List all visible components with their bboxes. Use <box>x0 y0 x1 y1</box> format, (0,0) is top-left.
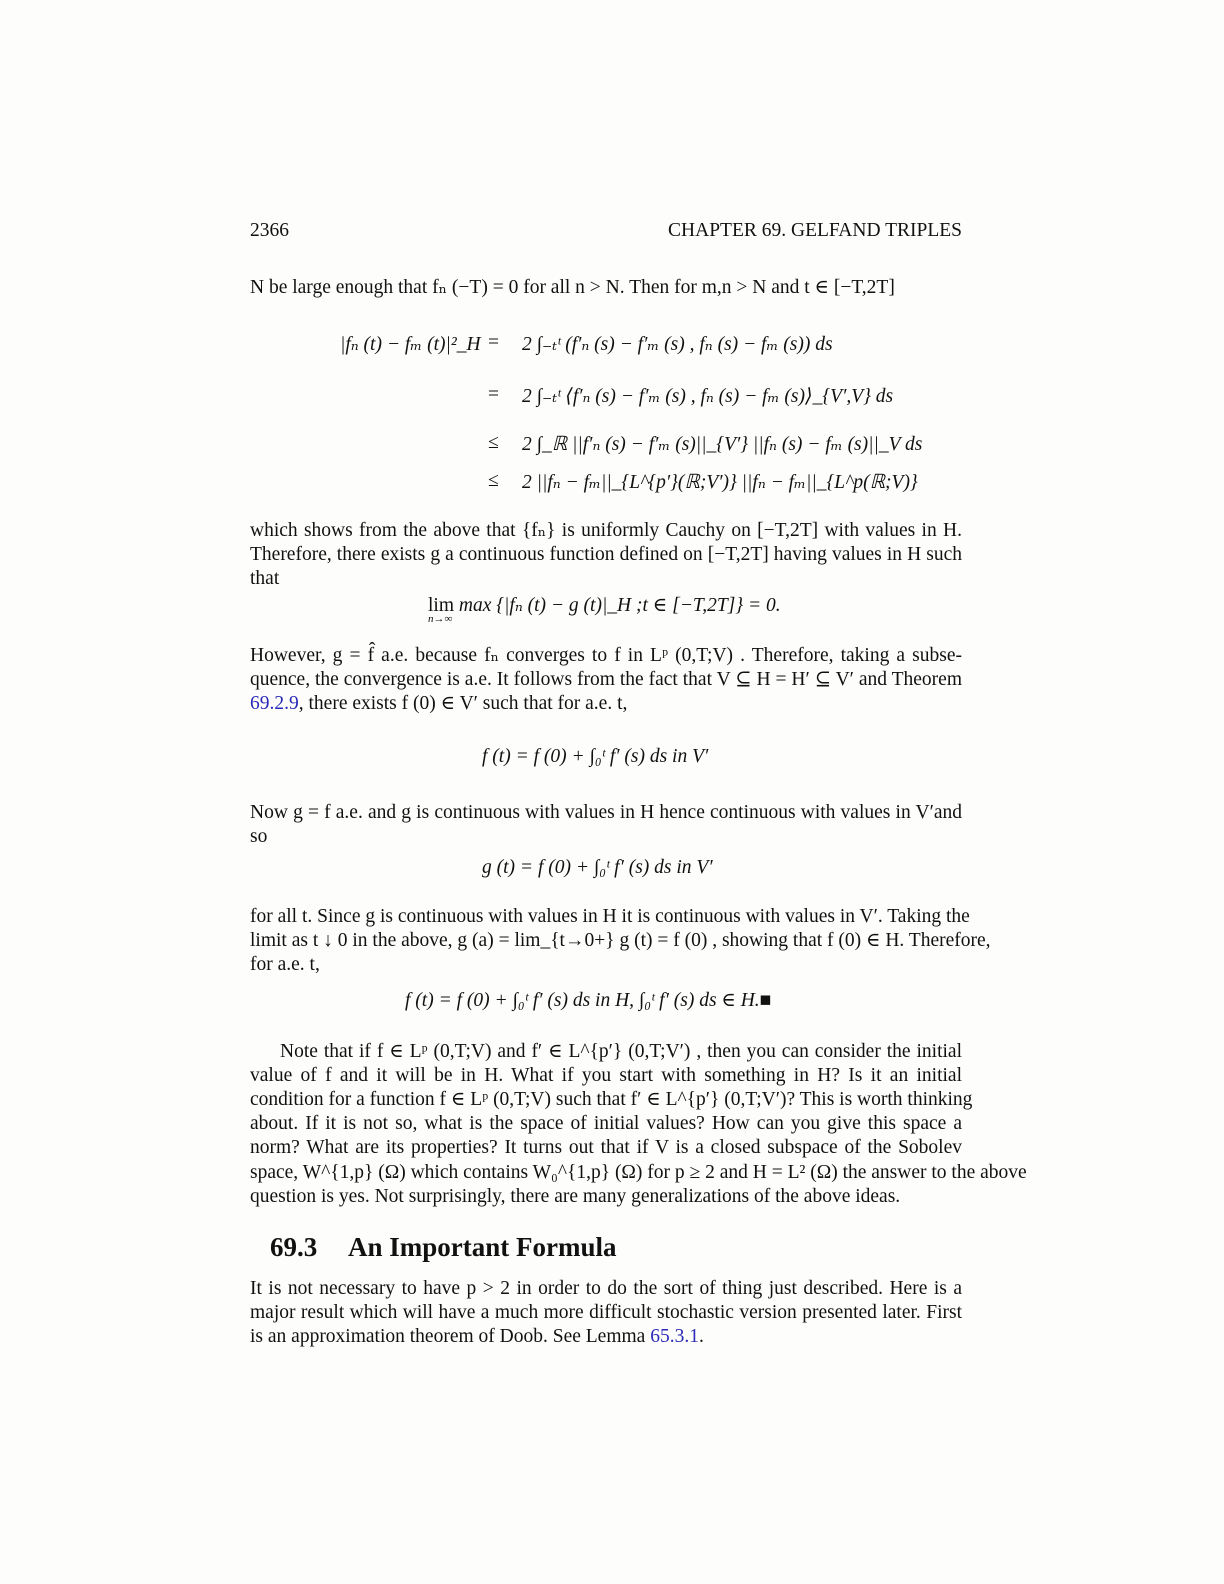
para5-line-6: space, W^{1,p} (Ω) which contains W₀^{1,p} (Ω) for p ≥ 2 and H = L² (Ω) the answer to the above <box>250 1162 1027 1183</box>
para6-line-3-text: is an approximation theorem of Doob. See Lemma <box>250 1326 651 1347</box>
equation-final: f (t) = f (0) + ∫₀ᵗ f′ (s) ds in H, ∫₀ᵗ f′ (s) ds ∈ H.■ <box>405 990 772 1011</box>
para5-line-1: Note that if f ∈ Lᵖ (0,T;V) and f′ ∈ L^{p′} (0,T;V′) , then you can consider the initial <box>280 1041 962 1062</box>
para4-line-1: for all t. Since g is continuous with values in H it is continuous with values in V′. Taking the <box>250 906 970 927</box>
para3-line-2: so <box>250 826 268 847</box>
lim-operator: lim <box>428 595 455 616</box>
lim-subscript: n→∞ <box>428 613 453 625</box>
section-number: 69.3 <box>270 1232 318 1262</box>
lim-equation <box>428 593 781 625</box>
equation-f: f (t) = f (0) + ∫₀ᵗ f′ (s) ds in V′ <box>482 746 709 767</box>
page-number: 2366 <box>250 220 289 241</box>
estimate-lhs: |fₙ (t) − fₘ (t)|²_H <box>340 334 481 355</box>
para1-line-3: that <box>250 568 280 589</box>
section-heading <box>270 1232 617 1263</box>
para6-line-1: It is not necessary to have p > 2 in order to do the sort of thing just described. Here is a <box>250 1278 962 1299</box>
theorem-link[interactable]: 69.2.9 <box>250 693 299 714</box>
para1-line-2: Therefore, there exists g a continuous function defined on [−T,2T] having values in H such <box>250 544 962 565</box>
para2-line-3 <box>250 692 962 716</box>
para5-line-3: condition for a function f ∈ Lᵖ (0,T;V) such that f′ ∈ L^{p′} (0,T;V′)? This is worth thinking <box>250 1089 973 1110</box>
para2-line-2: quence, the convergence is a.e. It follows from the fact that V ⊆ H = H′ ⊆ V′ and Theorem <box>250 669 962 690</box>
para5-line-7: question is yes. Not surprisingly, there are many generalizations of the above ideas. <box>250 1186 901 1207</box>
estimate-rel-3: ≤ <box>488 432 499 453</box>
para5-line-5: norm? What are its properties? It turns out that if V is a closed subspace of the Sobolev <box>250 1137 962 1158</box>
estimate-rel-1: = <box>488 332 499 353</box>
para3-line-1: Now g = f a.e. and g is continuous with values in H hence continuous with values in V′and <box>250 802 962 823</box>
estimate-rhs-4: 2 ||fₙ − fₘ||_{L^{p′}(ℝ;V′)} ||fₙ − fₘ||_{L^p(ℝ;V)} <box>522 472 918 493</box>
para2-line-3-rest: , there exists f (0) ∈ V′ such that for a.e. t, <box>298 693 628 714</box>
estimate-rel-2: = <box>488 384 499 405</box>
estimate-rel-4: ≤ <box>488 470 499 491</box>
para6-line-3-end: . <box>698 1326 704 1347</box>
section-title: An Important Formula <box>348 1232 617 1262</box>
para1-line-1: which shows from the above that {fₙ} is uniformly Cauchy on [−T,2T] with values in H. <box>250 520 962 541</box>
equation-g: g (t) = f (0) + ∫₀ᵗ f′ (s) ds in V′ <box>482 857 713 878</box>
intro-line: N be large enough that fₙ (−T) = 0 for all n > N. Then for m,n > N and t ∈ [−T,2T] <box>250 277 895 298</box>
estimate-rhs-1: 2 ∫₋ₜᵗ (f′ₙ (s) − f′ₘ (s) , fₙ (s) − fₘ (s)) ds <box>522 334 833 355</box>
para2-line-1: However, g = f̂ a.e. because fₙ converges to f in Lᵖ (0,T;V) . Therefore, taking a subse- <box>250 645 962 666</box>
lemma-link[interactable]: 65.3.1 <box>650 1326 699 1347</box>
para6-line-3 <box>250 1325 962 1349</box>
para5-line-2: value of f and it will be in H. What if you start with something in H? Is it an initial <box>250 1065 962 1086</box>
running-title: CHAPTER 69. GELFAND TRIPLES <box>668 220 962 241</box>
estimate-rhs-3: 2 ∫_ℝ ||f′ₙ (s) − f′ₘ (s)||_{V′} ||fₙ (s) − fₘ (s)||_V ds <box>522 434 923 455</box>
para4-line-3: for a.e. t, <box>250 954 320 975</box>
para4-line-2: limit as t ↓ 0 in the above, g (a) = lim_{t→0+} g (t) = f (0) , showing that f (0) ∈ H. Therefore, <box>250 930 991 951</box>
lim-body: max {|fₙ (t) − g (t)|_H ;t ∈ [−T,2T]} = 0. <box>458 595 781 616</box>
para6-line-2: major result which will have a much more difficult stochastic version presented later. First <box>250 1302 962 1323</box>
para5-line-4: about. If it is not so, what is the space of initial values? How can you give this space a <box>250 1113 962 1134</box>
estimate-rhs-2: 2 ∫₋ₜᵗ ⟨f′ₙ (s) − f′ₘ (s) , fₙ (s) − fₘ (s)⟩_{V′,V} ds <box>522 386 894 407</box>
